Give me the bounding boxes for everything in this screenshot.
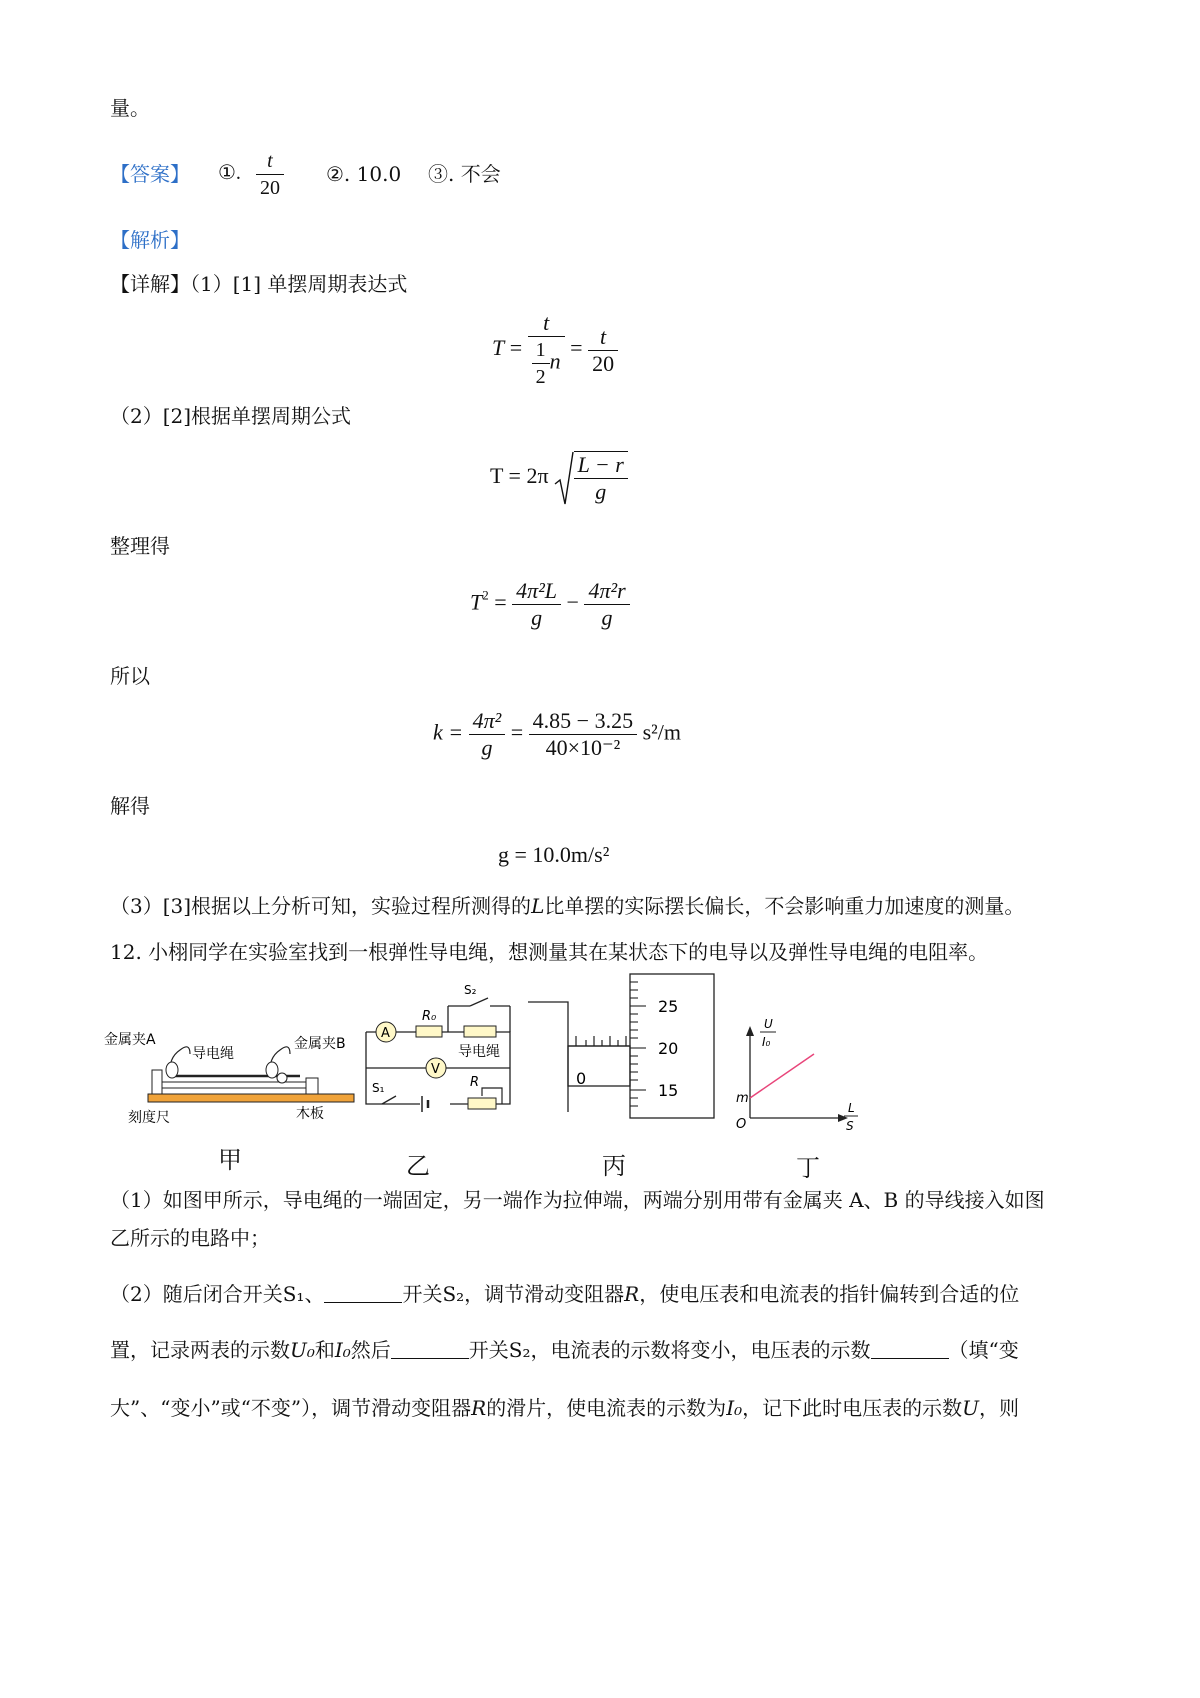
caption-yi: 乙 <box>406 1152 430 1180</box>
part1-line1: （1）如图甲所示，导电绳的一端固定，另一端作为拉伸端，两端分别用带有金属夹 A、B 的导线接入如图 <box>110 1188 1045 1212</box>
figure-ding <box>730 1014 870 1138</box>
y-label-den: I₀ <box>762 1035 771 1049</box>
main-scale-ticks <box>576 1036 626 1046</box>
ammeter-label: A <box>381 1026 390 1041</box>
tick-0: 0 <box>576 1069 587 1088</box>
caption-bing: 丙 <box>602 1152 626 1180</box>
equation-squared: $T^2$ = $\frac{\text{4π²L}}{g}$ − $\frac{\text{4π²r}}{g}$ <box>470 578 630 631</box>
part2-line3: 大”、“变小”或“不变”），调节滑动变阻器R的滑片，使电流表的示数为I₀，记下此时电压表的示数U，则 <box>110 1396 1019 1420</box>
switch-s1 <box>382 1096 396 1104</box>
tidy-text: 整理得 <box>110 534 170 558</box>
origin-label: O <box>736 1117 747 1132</box>
question-12: 12. 小栩同学在实验室找到一根弹性导电绳，想测量其在某状态下的电导以及弹性导电绳的电阻率。 <box>110 940 989 964</box>
label-ruler: 刻度尺 <box>128 1110 170 1126</box>
x-label-num: L <box>848 1101 855 1115</box>
equation-slope: k = $\frac{\text{4π²}}{g}$ = $\frac{4.85 - 3.25}{\text{40×10⁻²}}$ s²/m <box>433 708 681 760</box>
s1-label: S₁ <box>372 1081 385 1095</box>
answer-label: 【答案】 <box>110 162 190 186</box>
part1-line2: 乙所示的电路中； <box>110 1226 270 1250</box>
step3-text: （3）[3]根据以上分析可知，实验过程所测得的L比单摆的实际摆长偏长，不会影响重力加速度的测量。 <box>110 894 1025 918</box>
label-rope: 导电绳 <box>192 1046 234 1062</box>
rope-resistor <box>464 1026 496 1037</box>
blank-3[interactable] <box>871 1338 949 1359</box>
tick-20: 20 <box>658 1039 679 1058</box>
label-clip-a: 金属夹A <box>104 1032 156 1048</box>
equation-result: g = 10.0m/s² <box>498 842 610 867</box>
answer-2: ②. 10.0 <box>326 162 402 186</box>
s2-label: S₂ <box>464 984 477 997</box>
figure-jia <box>100 1018 360 1130</box>
caption-jia: 甲 <box>218 1146 242 1174</box>
figure-bing <box>528 972 728 1122</box>
clip-a <box>166 1062 178 1078</box>
r0-label: R₀ <box>422 1009 437 1024</box>
data-line <box>750 1054 814 1098</box>
voltmeter-label: V <box>431 1062 440 1077</box>
spindle-outline <box>528 1002 568 1112</box>
equation-period: T = t $\frac{1}{2}$ n = $\frac{t}{20}$ <box>492 310 618 390</box>
rope-label: 导电绳 <box>458 1044 500 1060</box>
answer-1: ①. $\frac{t}{20}$ <box>218 148 284 201</box>
rheostat-label: R <box>470 1075 480 1090</box>
step2-text: （2）[2]根据单摆周期公式 <box>110 404 352 428</box>
stretch-post <box>306 1078 318 1094</box>
figure-yi <box>360 984 535 1114</box>
label-board: 木板 <box>296 1106 324 1122</box>
label-clip-b: 金属夹B <box>294 1036 346 1052</box>
tick-15: 15 <box>658 1081 679 1100</box>
rheostat <box>468 1098 496 1109</box>
blank-2[interactable] <box>391 1338 469 1359</box>
resistor-r0 <box>416 1026 442 1037</box>
caption-ding: 丁 <box>796 1154 820 1182</box>
intercept-label: m <box>736 1091 749 1106</box>
top-line: 量。 <box>110 96 150 120</box>
thimble-ticks <box>630 982 646 1106</box>
part2-line1: （2）随后闭合开关S₁、 开关S₂，调节滑动变阻器R，使电压表和电流表的指针偏转到合适的位 <box>110 1282 1020 1306</box>
equation-formula: T = 2π $\frac{L - r}{g}$ <box>490 450 628 506</box>
wood-board <box>148 1094 354 1102</box>
analysis-label: 【解析】 <box>110 228 190 252</box>
x-label-den: S <box>846 1119 854 1133</box>
answer-3: ③. 不会 <box>428 162 501 186</box>
y-label-num: U <box>764 1017 773 1031</box>
so-text: 所以 <box>110 664 150 688</box>
clip-b <box>266 1062 278 1078</box>
solve-text: 解得 <box>110 794 150 818</box>
sqrt-sign <box>554 450 574 506</box>
y-arrow <box>746 1026 754 1036</box>
part2-line2: 置，记录两表的示数U₀和I₀然后 开关S₂，电流表的示数将变小，电压表的示数 （填“变 <box>110 1338 1019 1362</box>
fixed-post <box>152 1070 162 1094</box>
tick-25: 25 <box>658 997 679 1016</box>
detail-line: 【详解】（1）[1] 单摆周期表达式 <box>110 272 408 296</box>
switch-s2 <box>470 998 488 1006</box>
blank-1[interactable] <box>324 1282 402 1303</box>
ruler <box>162 1082 310 1088</box>
clip-b-screw <box>277 1073 287 1083</box>
